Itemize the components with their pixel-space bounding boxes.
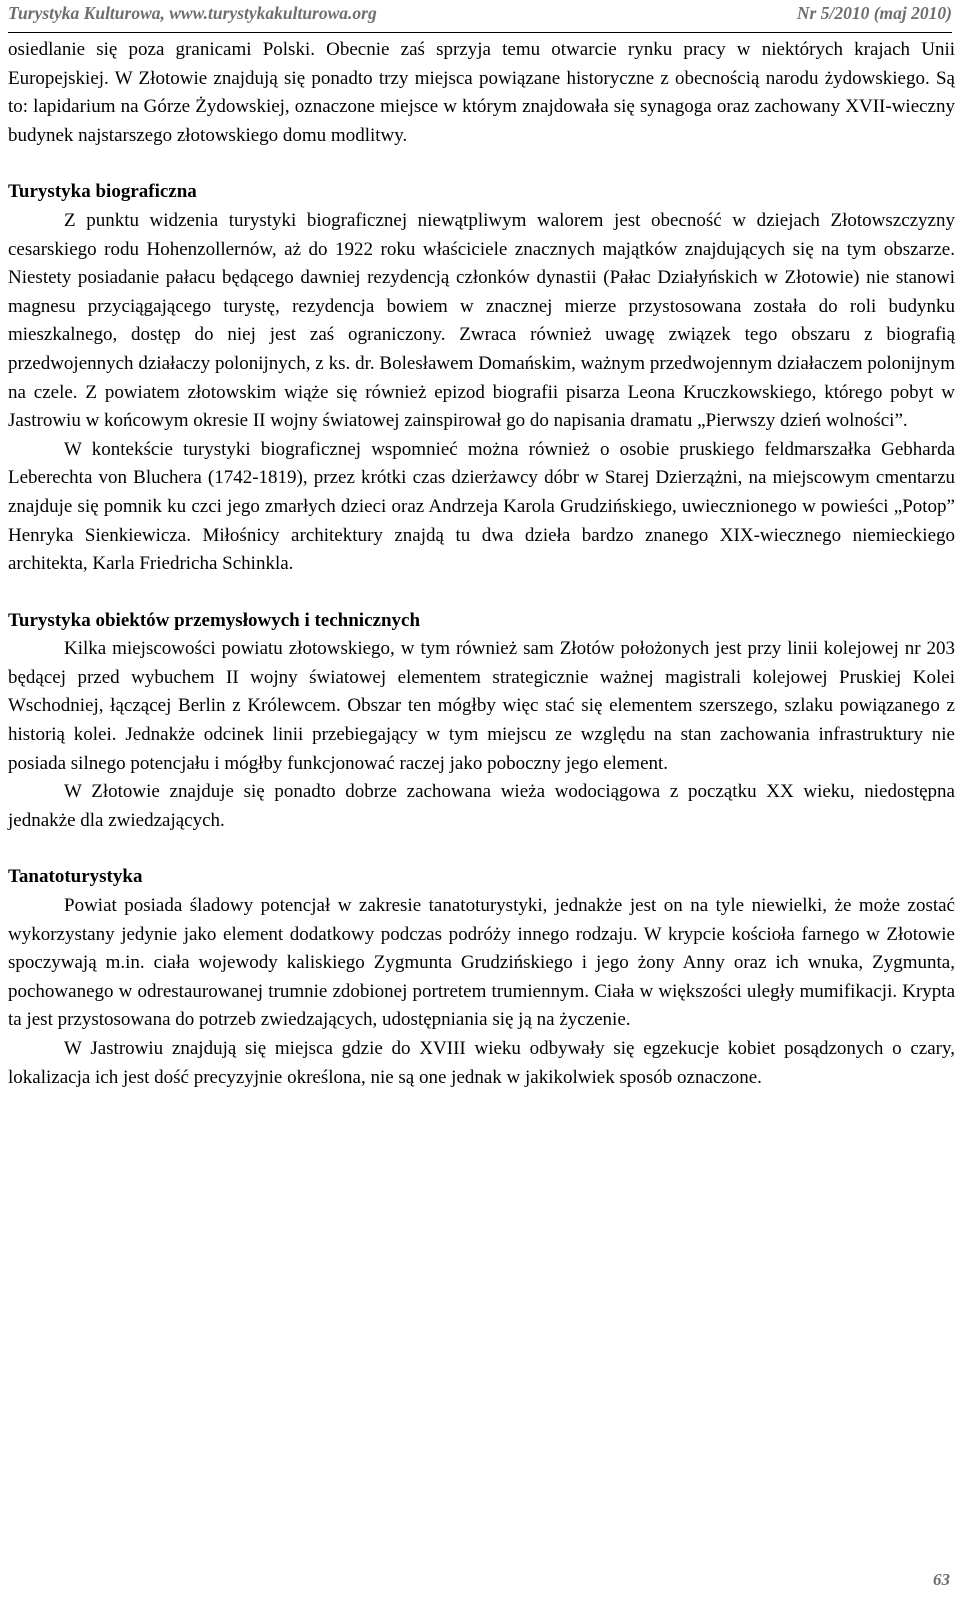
section-gap <box>8 150 955 178</box>
article-body <box>8 36 955 1092</box>
paragraph-thanatourism-2: W Jastrowiu znajdują się miejsca gdzie do XVIII wieku odbywały się egzekucje kobiet posądzonych o czary, lokalizacja ich jest dość precyzyjnie określona, nie są one jednak w jakikolwiek sposób oznaczone. <box>8 1038 955 1088</box>
issue-number: Nr 5/2010 (maj 2010) <box>796 3 952 23</box>
paragraph-biographical-2: W kontekście turystyki biograficznej wspomnieć można również o osobie pruskiego feldmarszałka Gebharda Leberechta von Bluchera (1742-1819), przez krótki czas dzierżawcy dóbr w Starej Dzierzążni, na miejscowym cmentarzu znajduje się pomnik ku czci jego zmarłych dzieci oraz Andrzeja Karola Grudzińskiego, uwiecznionego w powieści „Potop” Henryka Sienkiewicza. Miłośnicy architektury znajdą tu dwa dzieła bardzo znanego XIX-wiecznego niemieckiego architekta, Karla Friedricha Schinkla. <box>8 438 955 575</box>
intro-paragraph: osiedlanie się poza granicami Polski. Obecnie zaś sprzyja temu otwarcie rynku pracy w niektórych krajach Unii Europejskiej. W Złotowie znajdują się ponadto trzy miejsca powiązane historyczne z obecnością narodu żydowskiego. Są to: lapidarium na Górze Żydowskiej, oznaczone miejsce w którym znajdowała się synagoga oraz zachowany XVII-wieczny budynek najstarszego złotowskiego domu modlitwy. <box>8 39 955 146</box>
section-heading-industrial: Turystyka obiektów przemysłowych i technicznych <box>8 609 421 631</box>
paragraph-biographical-1: Z punktu widzenia turystyki biograficznej niewątpliwym walorem jest obecność w dziejach Złotowszczyzny cesarskiego rodu Hohenzollernów, aż do 1922 roku właściciele znacznych majątków znajdujących się na tym obszarze. Niestety posiadanie pałacu będącego dawniej rezydencją członków dynastii (Pałac Działyńskich w Złotowie) nie stanowi magnesu przyciągającego turystę, rezydencja bowiem w znacznej mierze przystosowana została do roli budynku mieszkalnego, dostęp do niej jest zaś ograniczony. Zwraca również uwagę związek tego obszaru z biografią przedwojennych działaczy polonijnych, z ks. dr. Bolesławem Domańskim, ważnym przedwojennym działaczem polonijnym na czele. Z powiatem złotowskim wiąże się również epizod biografii pisarza Leona Kruczkowskiego, którego pobyt w Jastrowiu w końcowym okresie II wojny światowej zainspirował go do napisania dramatu „Pierwszy dzień wolności”. <box>8 209 955 432</box>
section-gap <box>8 579 955 607</box>
section-heading-thanatourism: Tanatoturystyka <box>8 866 143 888</box>
section-gap <box>8 835 955 863</box>
page-number: 63 <box>933 1570 950 1589</box>
paragraph-industrial-2: W Złotowie znajduje się ponadto dobrze zachowana wieża wodociągowa z początku XX wieku, niedostępna jednakże dla zwiedzających. <box>8 781 955 831</box>
section-heading-biographical: Turystyka biograficzna <box>8 181 197 203</box>
paragraph-industrial-1: Kilka miejscowości powiatu złotowskiego, w tym również sam Złotów położonych jest przy linii kolejowej nr 203 będącej przed wybuchem II wojny światowej elementem strategicznie ważnej magistrali kolejowej Pruskiej Kolei Wschodniej, łączącej Berlin z Królewcem. Obszar ten mógłby więc stać się elementem szerszego, szlaku powiązanego z historią kolei. Jednakże odcinek linii przebiegający w tym miejscu ze względu na stan zachowania infrastruktury nie posiada silnego potencjału i mógłby funkcjonować raczej jako poboczny jego element. <box>8 638 955 774</box>
paragraph-thanatourism-1: Powiat posiada śladowy potencjał w zakresie tanatoturystyki, jednakże jest on na tyle niewielki, że może zostać wykorzystany jedynie jako element dodatkowy podczas podróży innego rodzaju. W krypcie kościoła farnego w Złotowie spoczywają m.in. ciała wojewody kaliskiego Zygmunta Grudzińskiego i jego żony Anny oraz ich wnuka, Zygmunta, pochowanego w odrestaurowanej trumnie zdobionej portretem trumiennym. Ciała w większości uległy mumifikacji. Krypta ta jest przystosowana do potrzeb zwiedzających, udostępniania się ją na życzenie. <box>8 895 955 1031</box>
running-header <box>8 2 952 33</box>
journal-title: Turystyka Kulturowa, www.turystykakulturowa.org <box>8 3 377 23</box>
